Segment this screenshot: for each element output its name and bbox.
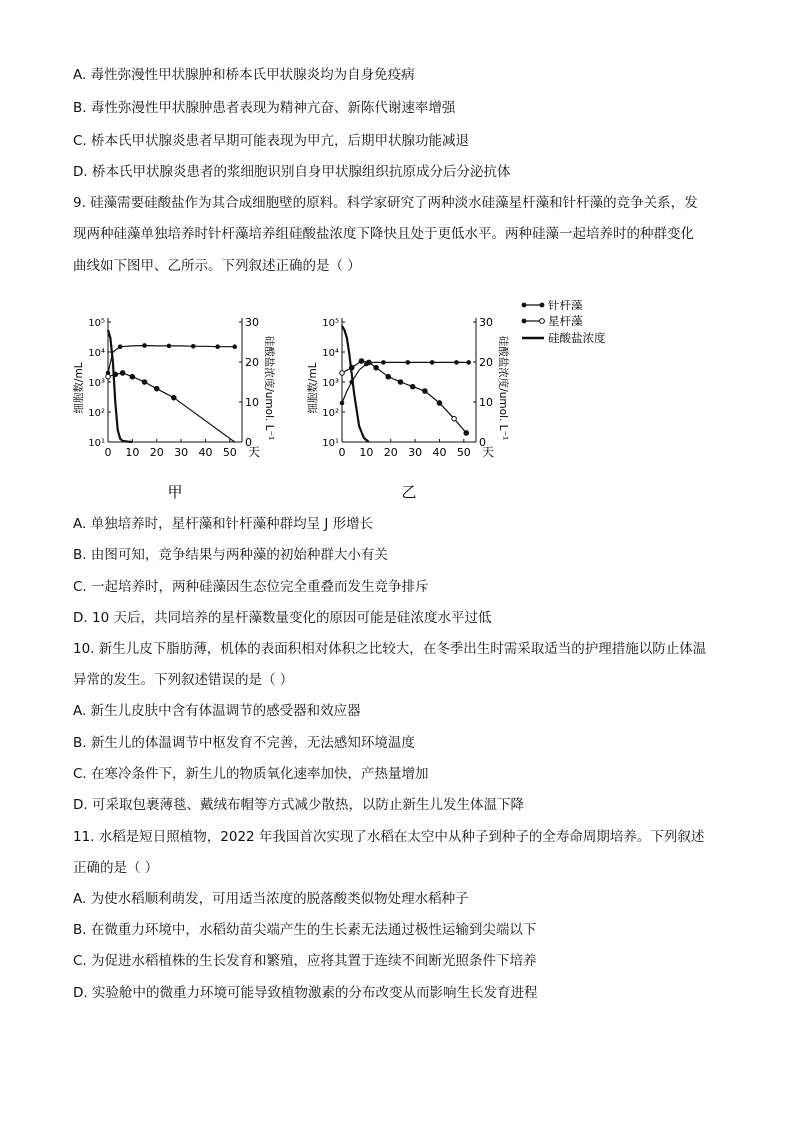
point-xinggan <box>410 384 415 389</box>
point-zhangan <box>454 360 459 365</box>
y2-tick-label: 20 <box>245 356 259 369</box>
series-line-xinggan <box>108 373 235 442</box>
y-tick-label: 10¹ <box>88 438 105 449</box>
point-xinggan <box>120 371 125 376</box>
q9-option-d: D. 10 天后，共同培养的星杆藻数量变化的原因可能是硅浓度水平过低 <box>73 610 492 626</box>
q8-option-a: A. 毒性弥漫性甲状腺肿和桥本氏甲状腺炎均为自身免疫病 <box>73 67 415 83</box>
y-tick-label: 10¹ <box>322 438 339 449</box>
q9-stem-line-3: 曲线如下图甲、乙所示。下列叙述正确的是（ ） <box>73 258 361 274</box>
x-tick-label: 50 <box>456 446 471 459</box>
legend-label-silicate: 硅酸盐浓度 <box>548 331 606 345</box>
q10-option-b: B. 新生儿的体温调节中枢发育不完善，无法感知环境温度 <box>73 735 415 751</box>
point-zhangan <box>232 344 237 349</box>
point-xinggan <box>464 431 469 436</box>
q10-option-c: C. 在寒冷条件下，新生儿的物质氧化速率加快，产热量增加 <box>73 766 429 782</box>
y-tick-label: 10⁵ <box>322 318 339 329</box>
y2-tick-label: 0 <box>245 436 252 449</box>
y-axis-label: 细胞数/mL <box>73 362 85 414</box>
x-tick-label: 30 <box>174 446 189 459</box>
q11-option-d: D. 实验舱中的微重力环境可能导致植物激素的分布改变从而影响生长发育进程 <box>73 985 538 1001</box>
point-zhangan <box>349 380 354 385</box>
point-xinggan <box>130 374 135 379</box>
q10-option-d: D. 可采取包裹薄毯、戴绒布帽等方式减少散热，以防止新生儿发生体温下降 <box>73 797 524 813</box>
x-tick-label: 0 <box>338 446 346 459</box>
y-tick-label: 10⁴ <box>88 348 105 359</box>
series-line-zhangan <box>342 362 469 403</box>
point-zhangan <box>430 360 435 365</box>
point-zhangan <box>381 360 386 365</box>
q11-option-b: B. 在微重力环境中，水稻幼苗尖端产生的生长素无法通过极性运输到尖端以下 <box>73 922 537 938</box>
y-tick-label: 10³ <box>88 378 105 389</box>
q11-stem-line-2: 正确的是（ ） <box>73 860 159 876</box>
point-xinggan <box>437 401 442 406</box>
q10-option-a: A. 新生儿皮肤中含有体温调节的感受器和效应器 <box>73 703 361 719</box>
legend-label-xinggan: 星杆藻 <box>548 314 583 328</box>
legend-marker-xinggan <box>522 319 527 324</box>
point-xinggan <box>106 374 111 379</box>
q11-option-c: C. 为促进水稻植株的生长发育和繁殖，应将其置于连续不间断光照条件下培养 <box>73 953 537 969</box>
chart-legend <box>522 300 606 345</box>
q9-option-b: B. 由图可知，竞争结果与两种藻的初始种群大小有关 <box>73 547 388 563</box>
point-xinggan <box>359 359 364 364</box>
point-zhangan <box>118 344 123 349</box>
point-zhangan <box>405 360 410 365</box>
point-xinggan <box>349 365 354 370</box>
series-line-zhangan <box>108 346 235 374</box>
y2-axis-label: 硅酸盐浓度/umol. L⁻¹ <box>263 335 275 441</box>
y2-tick-label: 20 <box>479 356 493 369</box>
point-zhangan <box>191 344 196 349</box>
y2-tick-label: 10 <box>479 396 493 409</box>
chart-yi <box>306 316 510 501</box>
point-xinggan <box>423 389 428 394</box>
point-zhangan <box>466 360 471 365</box>
point-zhangan <box>142 343 147 348</box>
x-tick-label: 20 <box>383 446 398 459</box>
y-tick-label: 10⁴ <box>322 348 339 359</box>
y-tick-label: 10² <box>322 408 339 419</box>
point-xinggan <box>367 360 372 365</box>
q9-stem-line-1: 9. 硅藻需要硅酸盐作为其合成细胞壁的原料。科学家研究了两种淡水硅藻星杆藻和针杆藻的竞争关系，发 <box>73 195 698 211</box>
point-zhangan <box>167 344 172 349</box>
point-zhangan <box>340 401 345 406</box>
point-xinggan <box>398 380 403 385</box>
q8-option-d: D. 桥本氏甲状腺炎患者的浆细胞识别自身甲状腺组织抗原成分后分泌抗体 <box>73 164 511 180</box>
y-axis-label: 细胞数/mL <box>307 362 319 414</box>
q9-option-c: C. 一起培养时，两种硅藻因生态位完全重叠而发生竞争排斥 <box>73 579 429 595</box>
y2-tick-label: 30 <box>479 316 493 329</box>
x-tick-label: 40 <box>432 446 447 459</box>
x-tick-label: 10 <box>359 446 374 459</box>
point-xinggan <box>142 380 147 385</box>
x-tick-label: 30 <box>408 446 423 459</box>
y2-axis-label: 硅酸盐浓度/umol. L⁻¹ <box>497 335 509 441</box>
point-zhangan <box>215 344 220 349</box>
y2-tick-label: 30 <box>245 316 259 329</box>
legend-marker-zhangan <box>522 303 527 308</box>
q10-stem-line-1: 10. 新生儿皮下脂肪薄，机体的表面积相对体积之比较大，在冬季出生时需采取适当的护理措施以防止体温 <box>73 641 707 657</box>
point-xinggan <box>386 374 391 379</box>
series-line-xinggan <box>342 361 466 433</box>
point-xinggan <box>452 416 457 421</box>
point-xinggan <box>340 371 345 376</box>
q10-stem-line-2: 异常的发生。下列叙述错误的是（ ） <box>73 672 294 688</box>
legend-marker-zhangan-2 <box>540 303 545 308</box>
legend-marker-xinggan-2 <box>540 319 545 324</box>
q9-figure <box>70 300 630 510</box>
x-axis-label: 天 <box>481 445 495 459</box>
q8-option-c: C. 桥本氏甲状腺炎患者早期可能表现为甲亢，后期甲状腺功能减退 <box>73 133 470 149</box>
y-tick-label: 10⁵ <box>88 318 105 329</box>
x-tick-label: 10 <box>125 446 140 459</box>
point-xinggan <box>113 372 118 377</box>
q8-option-b: B. 毒性弥漫性甲状腺肿患者表现为精神亢奋、新陈代谢速率增强 <box>73 100 456 116</box>
chart-title: 甲 <box>167 483 183 501</box>
y-tick-label: 10² <box>88 408 105 419</box>
q9-option-a: A. 单独培养时，星杆藻和针杆藻种群均呈 J 形增长 <box>73 516 374 532</box>
y2-tick-label: 0 <box>479 436 486 449</box>
chart-jia <box>72 316 276 501</box>
q9-charts-svg <box>70 300 630 510</box>
x-tick-label: 0 <box>104 446 112 459</box>
y2-tick-label: 10 <box>245 396 259 409</box>
y-tick-label: 10³ <box>322 378 339 389</box>
point-xinggan <box>171 395 176 400</box>
x-tick-label: 20 <box>149 446 164 459</box>
q9-stem-line-2: 现两种硅藻单独培养时针杆藻培养组硅酸盐浓度下降快且处于更低水平。两种硅藻一起培养时的种群变化 <box>73 226 694 242</box>
x-tick-label: 40 <box>198 446 213 459</box>
point-xinggan <box>154 386 159 391</box>
q11-option-a: A. 为使水稻顺利萌发，可用适当浓度的脱落酸类似物处理水稻种子 <box>73 891 469 907</box>
x-tick-label: 50 <box>222 446 237 459</box>
point-xinggan <box>374 365 379 370</box>
x-axis-label: 天 <box>247 445 261 459</box>
legend-label-zhangan: 针杆藻 <box>548 300 583 312</box>
chart-title: 乙 <box>401 483 417 501</box>
series-line-silicate <box>342 326 369 442</box>
q11-stem-line-1: 11. 水稻是短日照植物，2022 年我国首次实现了水稻在太空中从种子到种子的全寿命周期培养。下列叙述 <box>73 829 705 845</box>
